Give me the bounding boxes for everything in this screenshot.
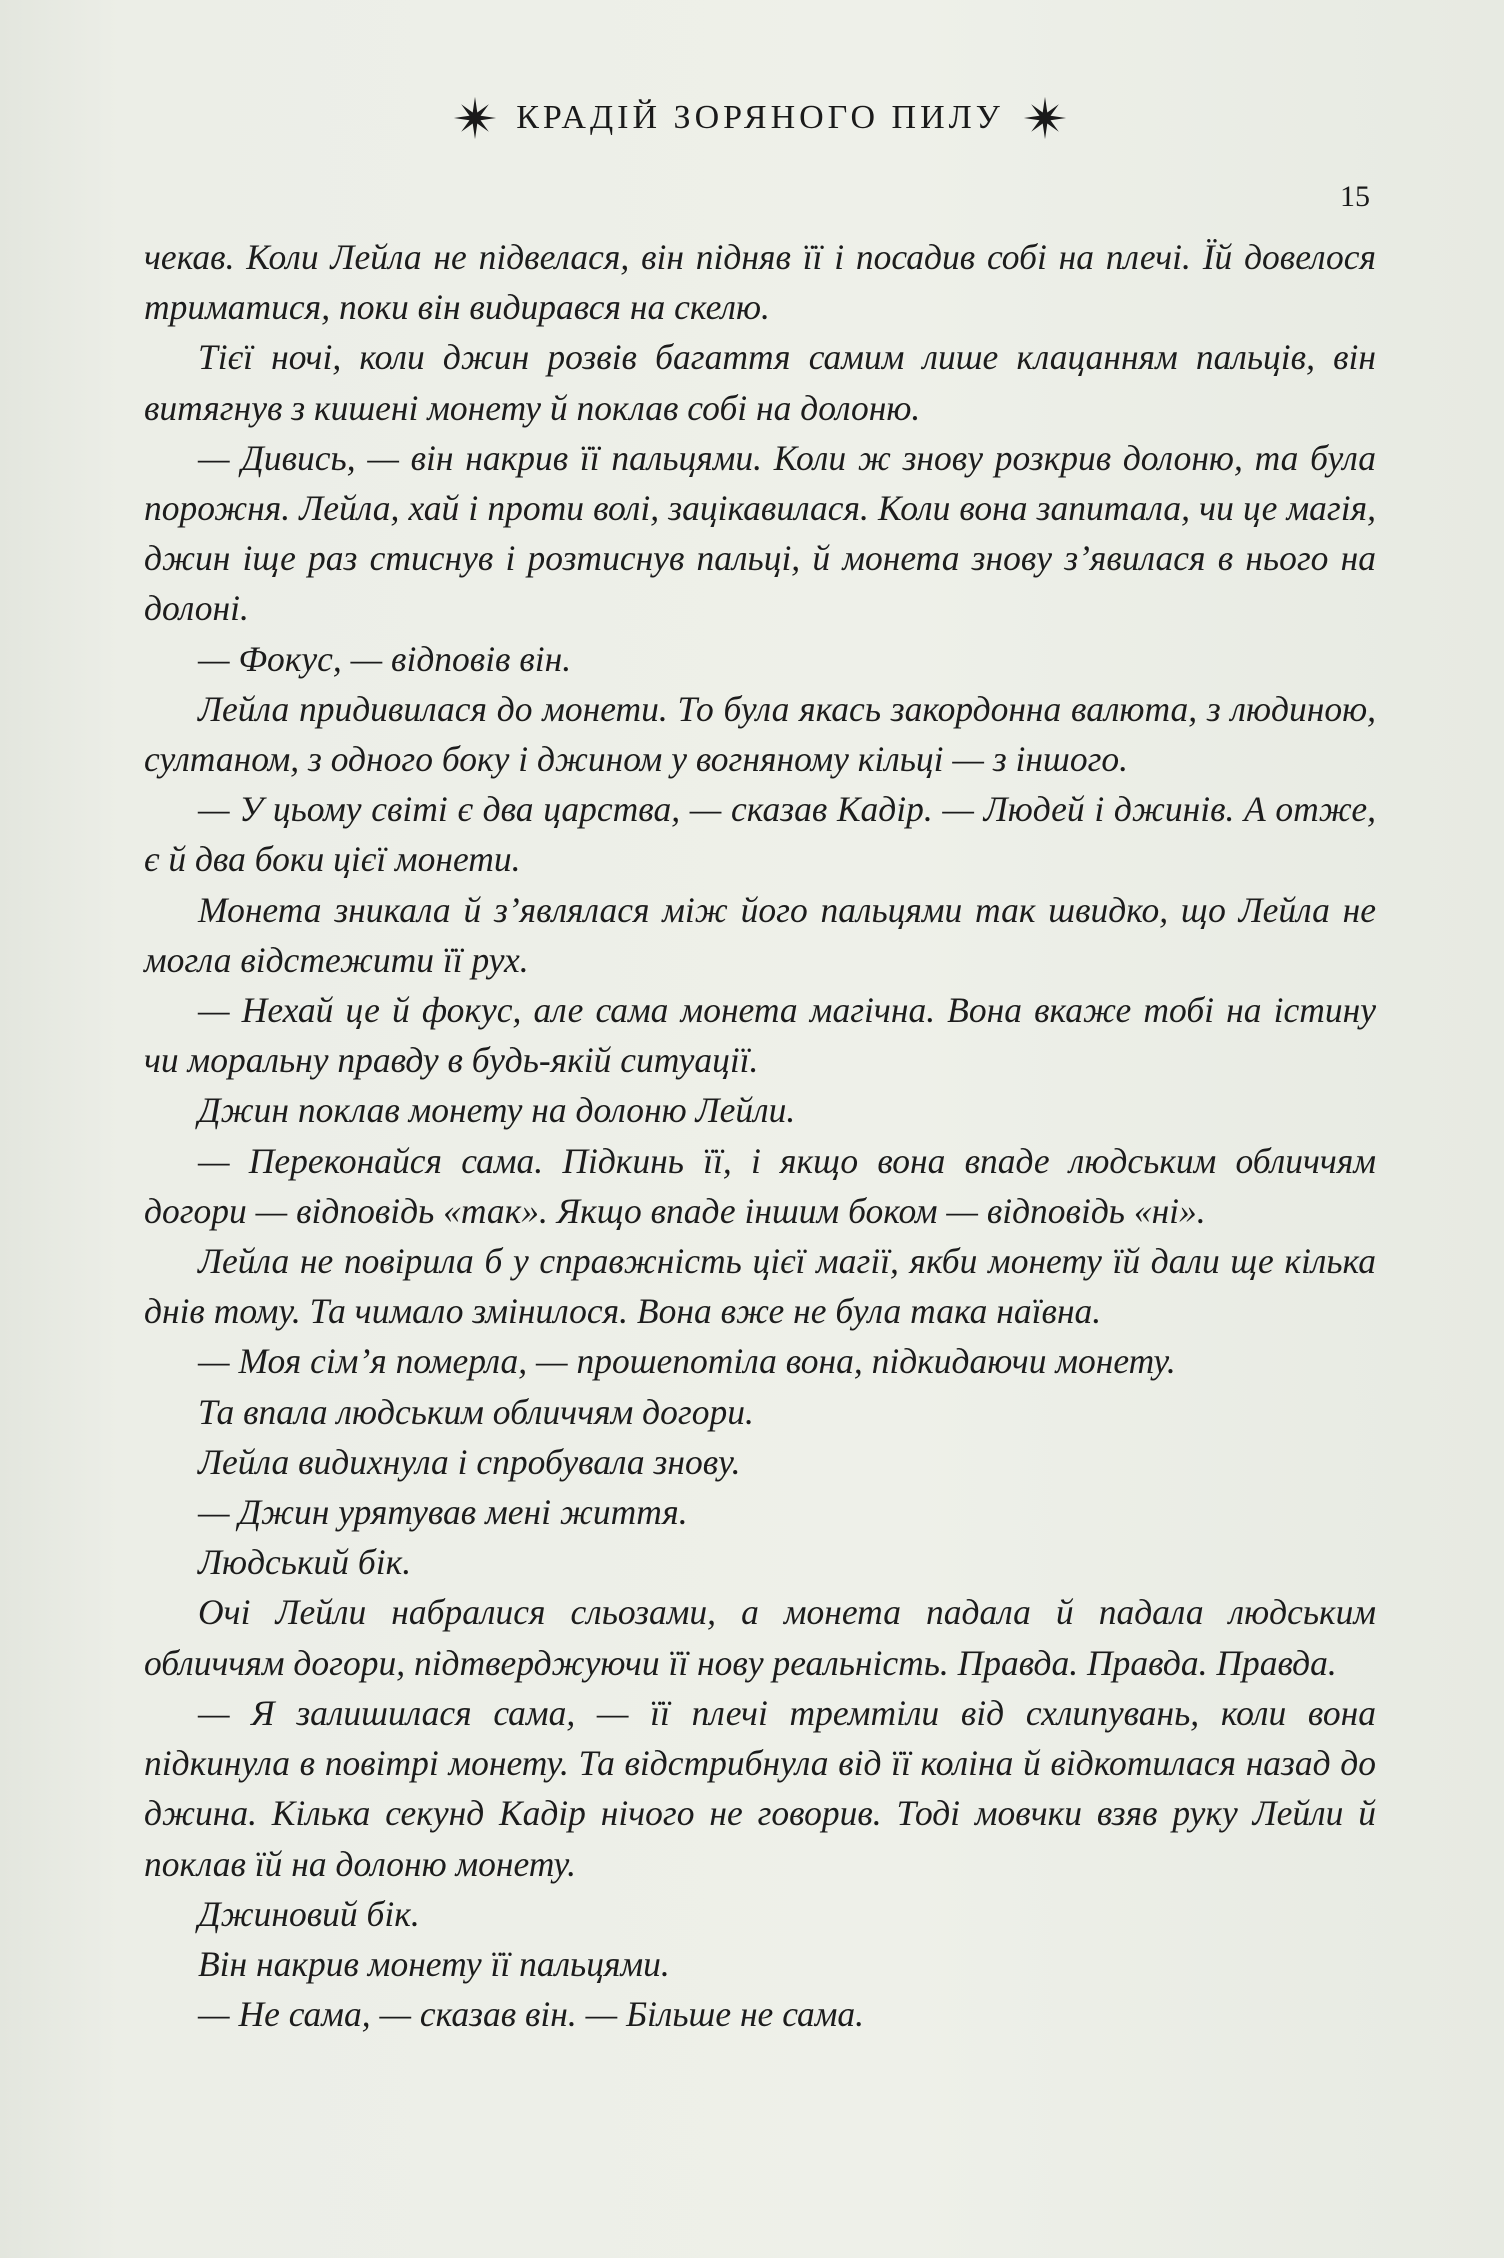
paragraph: Лейла видихнула і спробувала знову. (198, 1441, 741, 1482)
running-head (0, 88, 1504, 213)
paragraph: чекав. Коли Лейла не підвелася, він підняв її і посадив собі на плечі. Їй довелося триматися, поки він видирався на скелю. (144, 237, 1376, 328)
eight-point-star-icon (1022, 95, 1068, 141)
paragraph: Джин поклав монету на долоню Лейли. (198, 1090, 796, 1131)
paragraph: — Переконайся сама. Підкинь її, і якщо вона впаде людським обличчям догори — відповідь «так». Якщо впаде іншим боком — відповідь «ні». (144, 1140, 1376, 1231)
body-text (144, 232, 1376, 2039)
eight-point-star-icon (452, 95, 498, 141)
paragraph: — Не сама, — сказав він. — Більше не сама. (198, 1994, 865, 2035)
paragraph: — Джин урятував мені життя. (198, 1492, 688, 1533)
paragraph: Тієї ночі, коли джин розвів багаття самим лише клацанням пальців, він витягнув з кишені монету й поклав собі на долоню. (144, 337, 1376, 428)
paragraph: Людський бік. (198, 1542, 412, 1583)
paragraph: Лейла не повірила б у справжність цієї магії, якби монету їй дали ще кілька днів тому. Та чимало змінилося. Вона вже не була така наївна. (144, 1241, 1376, 1332)
paragraph: Монета зникала й з’являлася між його пальцями так швидко, що Лейла не могла відстежити її рух. (144, 889, 1376, 980)
paragraph: — Моя сім’я померла, — прошепотіла вона, підкидаючи монету. (198, 1341, 1176, 1382)
page-number: 15 (1340, 180, 1370, 213)
paragraph: — Я залишилася сама, — її плечі тремтіли від схлипувань, коли вона підкинула в повітрі монету. Та відстрибнула від її коліна й відкотилася назад до джина. Кілька секунд Кадір нічого не говорив. Тоді мовчки взяв руку Лейли й поклав їй на долоню монету. (144, 1692, 1376, 1884)
paragraph: — У цьому світі є два царства, — сказав Кадір. — Людей і джинів. А отже, є й два боки цієї монети. (144, 789, 1376, 880)
paragraph: Очі Лейли набралися сльозами, а монета падала й падала людським обличчям догори, підтверджуючи її нову реальність. Правда. Правда. Правда. (144, 1592, 1376, 1683)
running-head-title: КРАДІЙ ЗОРЯНОГО ПИЛУ (516, 99, 1004, 136)
paragraph: — Фокус, — відповів він. (198, 638, 572, 679)
running-head-title-group (420, 88, 1100, 148)
paragraph: Джиновий бік. (198, 1893, 420, 1934)
paragraph: — Нехай це й фокус, але сама монета магічна. Вона вкаже тобі на істину чи моральну правду в будь-якій ситуації. (144, 990, 1376, 1081)
paragraph: Та впала людським обличчям догори. (198, 1391, 754, 1432)
paragraph: — Дивись, — він накрив її пальцями. Коли ж знову розкрив долоню, та була порожня. Лейла, хай і проти волі, зацікавилася. Коли вона запитала, чи це магія, джин іще раз стиснув і розтиснув пальці, й монета знову з’явилася в нього на долоні. (144, 437, 1376, 629)
paragraph: Він накрив монету її пальцями. (198, 1943, 670, 1984)
paragraph: Лейла придивилася до монети. То була якась закордонна валюта, з людиною, султаном, з одного боку і джином у вогняному кільці — з іншого. (144, 688, 1376, 780)
